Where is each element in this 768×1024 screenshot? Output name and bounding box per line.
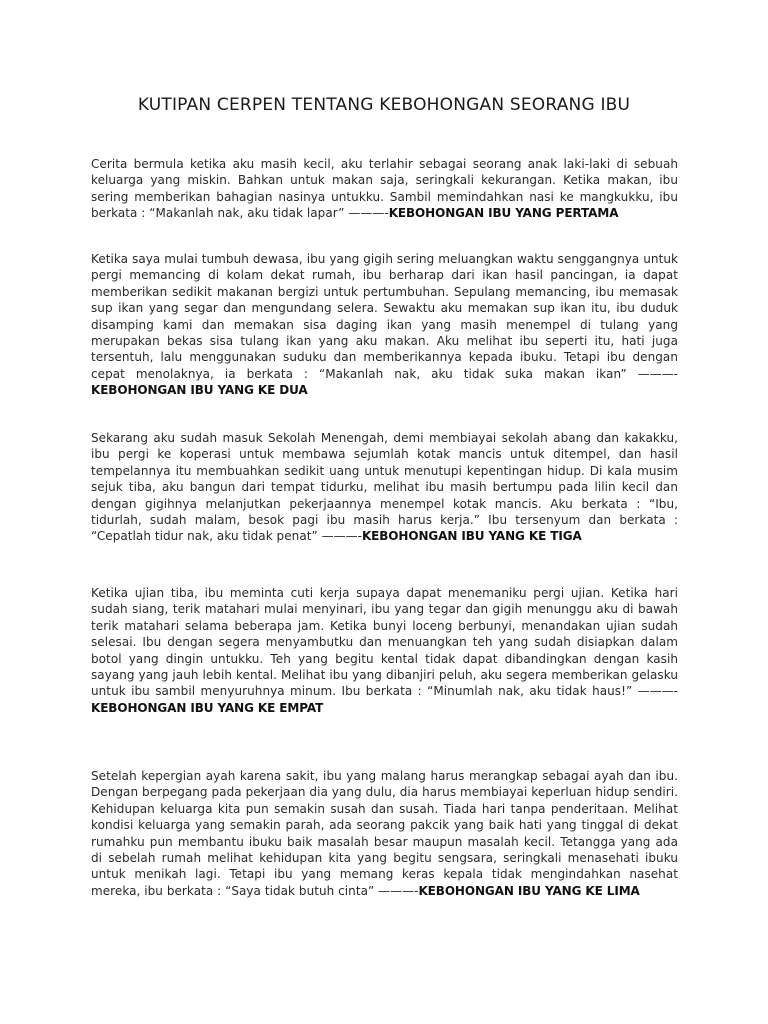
lie-heading: KEBOHONGAN IBU YANG KE DUA bbox=[91, 383, 308, 398]
lie-heading: KEBOHONGAN IBU YANG KE EMPAT bbox=[91, 700, 324, 715]
lie-heading: KEBOHONGAN IBU YANG KE TIGA bbox=[361, 529, 582, 544]
paragraph-text: Sekarang aku sudah masuk Sekolah Menengah, demi membiayai sekolah abang dan kakakku, ibu pergi ke koperasi untuk membawa sejumlah kotak mancis untuk ditempel, dan hasil tempelannya itu membuahkan sedikit uang untuk menutupi kepentingan hidup. Di kala musim sejuk tiba, aku bangun dari tempat tidurku, melihat ibu masih bertumpu pada lilin kecil dan dengan gigihnya melanjutkan pekerjaannya menempel kotak mancis. Aku berkata : “Ibu, tidurlah, sudah malam, besok pagi ibu masih harus kerja.” Ibu tersenyum dan berkata : “Cepatlah tidur nak, aku tidak penat” bbox=[91, 431, 678, 544]
paragraph-3 bbox=[91, 430, 678, 545]
paragraph-1 bbox=[91, 156, 678, 222]
lie-heading: KEBOHONGAN IBU YANG KE LIMA bbox=[418, 883, 640, 898]
dash-separator: ———- bbox=[321, 529, 362, 544]
paragraph-4 bbox=[91, 585, 678, 716]
dash-separator: ———- bbox=[378, 883, 419, 898]
paragraph-text: Ketika ujian tiba, ibu meminta cuti kerja supaya dapat menemaniku pergi ujian. Ketika hari sudah siang, terik matahari mulai menyinari, ibu yang tegar dan gigih menunggu aku di bawah terik matahari selama beberapa jam. Ketika bunyi loceng berbunyi, menandakan ujian sudah selesai. Ibu dengan segera menyambutku dan menuangkan teh yang sudah disiapkan dalam botol yang dingin untukku. Teh yang begitu kental tidak dapat dibandingkan dengan kasih sayang yang jauh lebih kental. Melihat ibu yang dibanjiri peluh, aku segera memberikan gelasku untuk ibu sambil menyuruhnya minum. Ibu berkata : “Minumlah nak, aku tidak haus!” bbox=[91, 586, 678, 699]
paragraph-text: Cerita bermula ketika aku masih kecil, aku terlahir sebagai seorang anak laki-laki di sebuah keluarga yang miskin. Bahkan untuk makan saja, seringkali kekurangan. Ketika makan, ibu sering memberikan bahagian nasinya untukku. Sambil memindahkan nasi ke mangkukku, ibu berkata : “Makanlah nak, aku tidak lapar” bbox=[91, 157, 678, 221]
paragraph-5 bbox=[91, 768, 678, 899]
lie-heading: KEBOHONGAN IBU YANG PERTAMA bbox=[388, 206, 619, 221]
document-title: KUTIPAN CERPEN TENTANG KEBOHONGAN SEORANG IBU bbox=[137, 95, 631, 115]
paragraph-text: Setelah kepergian ayah karena sakit, ibu yang malang harus merangkap sebagai ayah dan ibu. Dengan berpegang pada pekerjaan dia yang dulu, dia harus membiayai keperluan hidup sendiri. Kehidupan keluarga kita pun semakin susah dan susah. Tiada hari tanpa penderitaan. Melihat kondisi keluarga yang semakin parah, ada seorang pakcik yang baik hati yang tinggal di dekat rumahku pun membantu ibuku baik masalah besar maupun masalah kecil. Tetangga yang ada di sebelah rumah melihat kehidupan kita yang begitu sengsara, seringkali menasehati ibuku untuk menikah lagi. Tetapi ibu yang memang keras kepala tidak mengindahkan nasehat mereka, ibu berkata : “Saya tidak butuh cinta” bbox=[91, 769, 678, 898]
dash-separator: ———- bbox=[637, 684, 678, 699]
dash-separator: ———- bbox=[637, 366, 678, 381]
paragraph-text: Ketika saya mulai tumbuh dewasa, ibu yang gigih sering meluangkan waktu senggangnya untuk pergi memancing di kolam dekat rumah, ibu berharap dari ikan hasil pancingan, ia dapat memberikan sedikit makanan bergizi untuk pertumbuhan. Sepulang memancing, ibu memasak sup ikan yang segar dan mengundang selera. Sewaktu aku memakan sup ikan itu, ibu duduk disamping kami dan memakan sisa daging ikan yang masih menempel di tulang yang merupakan bekas sisa tulang ikan yang aku makan. Aku melihat ibu seperti itu, hati juga tersentuh, lalu menggunakan suduku dan memberikannya kepada ibuku. Tetapi ibu dengan cepat menolaknya, ia berkata : “Makanlah nak, aku tidak suka makan ikan” bbox=[91, 252, 678, 381]
paragraph-2 bbox=[91, 251, 678, 399]
dash-separator: ———- bbox=[348, 206, 389, 221]
